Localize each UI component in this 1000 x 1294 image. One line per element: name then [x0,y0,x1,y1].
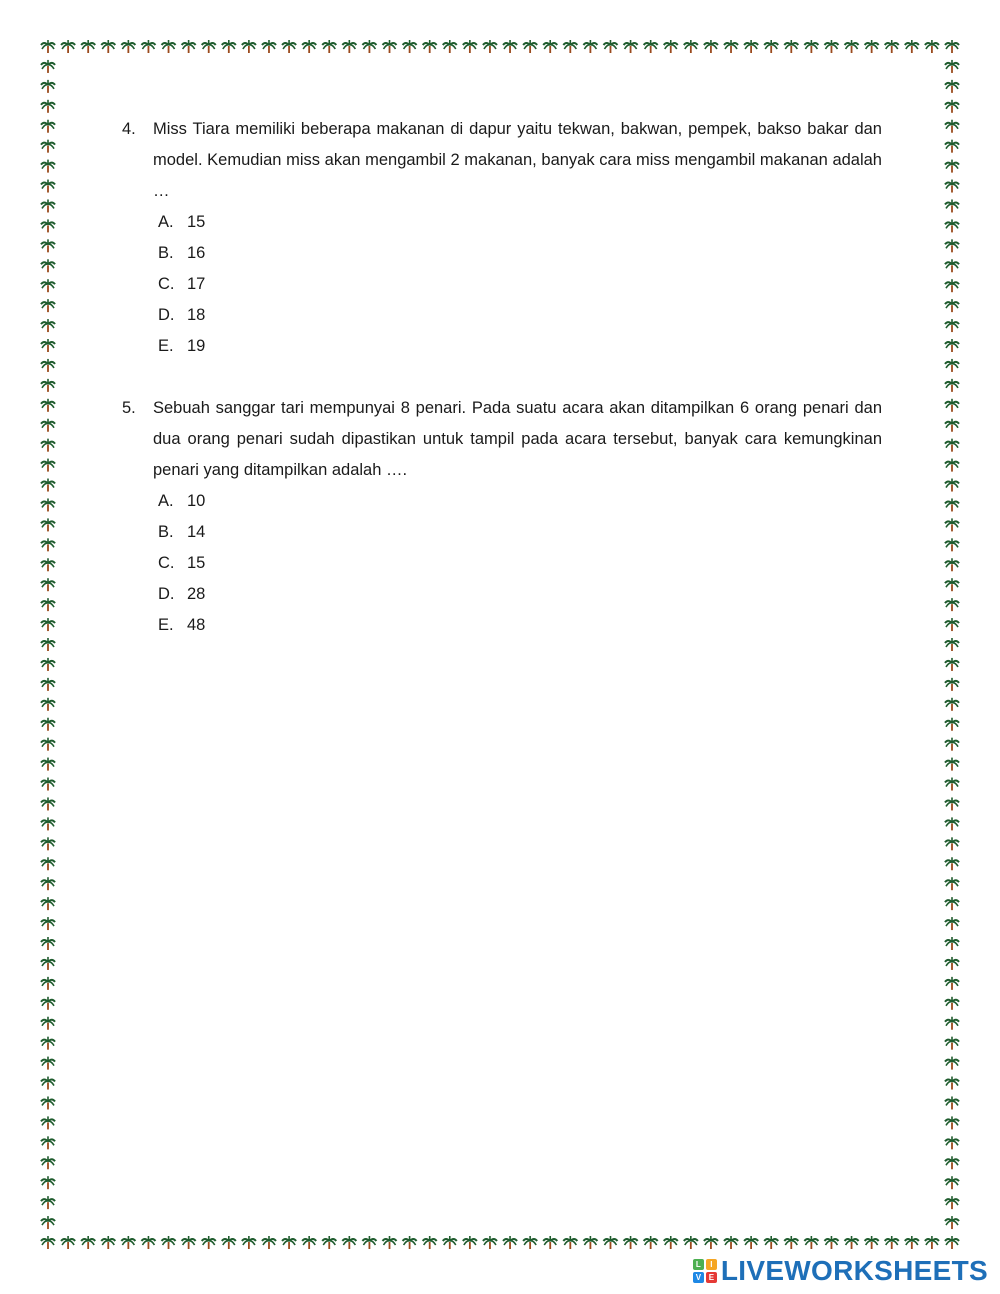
option-letter: D. [158,585,175,603]
palm-tree-icon [945,917,959,930]
option-letter: A. [158,492,174,510]
palm-tree-icon [41,459,55,472]
palm-tree-icon [141,40,155,53]
palm-tree-icon [945,140,959,153]
palm-tree-icon [824,40,838,53]
palm-tree-icon [945,598,959,611]
palm-tree-icon [443,40,457,53]
palm-tree-icon [644,1236,658,1249]
palm-tree-icon [925,40,939,53]
palm-tree-icon [824,1236,838,1249]
option-b[interactable] [158,517,882,548]
palm-tree-icon [443,1236,457,1249]
palm-tree-icon [945,1077,959,1090]
palm-tree-icon [945,1196,959,1209]
palm-tree-icon [945,837,959,850]
palm-tree-icon [41,120,55,133]
option-letter: C. [158,275,175,293]
palm-tree-icon [945,817,959,830]
palm-tree-icon [784,40,798,53]
palm-tree-icon [41,957,55,970]
palm-tree-icon [41,857,55,870]
palm-tree-icon [383,40,397,53]
palm-tree-icon [945,957,959,970]
palm-tree-icon [162,1236,176,1249]
option-d[interactable] [158,300,882,331]
palm-tree-icon [41,140,55,153]
palm-tree-icon [905,1236,919,1249]
palm-tree-icon [41,100,55,113]
option-e[interactable] [158,331,882,362]
option-c[interactable] [158,269,882,300]
palm-tree-icon [242,40,256,53]
palm-tree-icon [724,1236,738,1249]
palm-tree-icon [543,40,557,53]
palm-tree-icon [262,1236,276,1249]
palm-tree-icon [483,40,497,53]
palm-tree-icon [41,498,55,511]
palm-tree-icon [41,80,55,93]
palm-tree-icon [41,1196,55,1209]
palm-tree-icon [362,1236,376,1249]
palm-tree-icon [403,40,417,53]
palm-tree-icon [41,1236,55,1249]
palm-tree-icon [81,1236,95,1249]
palm-tree-icon [624,40,638,53]
palm-tree-icon [945,299,959,312]
palm-tree-icon [362,40,376,53]
palm-tree-icon [41,419,55,432]
palm-tree-icon [262,40,276,53]
palm-tree-icon [41,1077,55,1090]
palm-tree-icon [543,1236,557,1249]
palm-tree-icon [383,1236,397,1249]
palm-tree-icon [945,1116,959,1129]
option-a[interactable] [158,486,882,517]
palm-tree-icon [945,1176,959,1189]
palm-tree-icon [41,638,55,651]
palm-tree-icon [563,1236,577,1249]
palm-tree-icon [945,738,959,751]
logo-tile: V [693,1272,704,1283]
palm-tree-icon [41,439,55,452]
palm-tree-icon [41,837,55,850]
palm-tree-icon [945,698,959,711]
palm-tree-icon [945,498,959,511]
option-e[interactable] [158,610,882,641]
palm-tree-icon [121,1236,135,1249]
palm-tree-icon [945,120,959,133]
palm-tree-icon [845,1236,859,1249]
palm-tree-icon [945,578,959,591]
palm-tree-icon [945,479,959,492]
option-c[interactable] [158,548,882,579]
palm-tree-icon [764,1236,778,1249]
palm-tree-icon [945,758,959,771]
palm-tree-icon [945,1156,959,1169]
palm-tree-icon [624,1236,638,1249]
palm-tree-icon [41,738,55,751]
palm-tree-icon [41,558,55,571]
palm-tree-icon [644,40,658,53]
palm-tree-icon [945,199,959,212]
palm-tree-icon [744,1236,758,1249]
palm-tree-icon [202,40,216,53]
palm-tree-icon [704,1236,718,1249]
palm-tree-icon [41,578,55,591]
palm-tree-icon [563,40,577,53]
palm-tree-icon [342,40,356,53]
palm-tree-icon [503,40,517,53]
palm-tree-icon [41,199,55,212]
option-letter: C. [158,554,175,572]
palm-tree-icon [945,279,959,292]
palm-tree-icon [41,917,55,930]
option-a[interactable] [158,207,882,238]
palm-tree-icon [322,1236,336,1249]
palm-tree-icon [141,1236,155,1249]
option-value: 10 [187,492,206,510]
palm-tree-icon [101,40,115,53]
logo-tile: L [693,1259,704,1270]
palm-tree-icon [945,658,959,671]
palm-tree-icon [41,379,55,392]
palm-tree-icon [945,239,959,252]
option-letter: A. [158,213,174,231]
palm-tree-icon [945,60,959,73]
option-value: 14 [187,523,206,541]
option-letter: E. [158,616,174,634]
question-text: Sebuah sanggar tari mempunyai 8 penari. Pada suatu acara akan ditampilkan 6 orang penari dan dua orang penari sudah dipastikan untuk tampil pada acara tersebut, banyak cara kemungkinan penari yang ditampilkan adalah …. [153,399,882,479]
palm-tree-icon [41,598,55,611]
palm-tree-icon [945,518,959,531]
palm-tree-icon [41,658,55,671]
palm-tree-icon [322,40,336,53]
palm-tree-icon [342,1236,356,1249]
liveworksheets-logo[interactable] [693,1256,988,1286]
palm-tree-icon [885,40,899,53]
palm-tree-icon [945,977,959,990]
palm-tree-icon [182,40,196,53]
palm-tree-icon [704,40,718,53]
palm-tree-icon [41,538,55,551]
palm-tree-icon [945,419,959,432]
palm-tree-icon [945,718,959,731]
option-letter: B. [158,523,174,541]
palm-tree-icon [664,40,678,53]
logo-tile: E [706,1272,717,1283]
palm-tree-icon [423,1236,437,1249]
option-value: 18 [187,306,206,324]
palm-tree-icon [41,399,55,412]
palm-tree-icon [282,40,296,53]
palm-tree-icon [41,239,55,252]
palm-tree-icon [41,359,55,372]
option-value: 19 [187,337,206,355]
question-4 [122,114,882,362]
option-value: 16 [187,244,206,262]
palm-tree-icon [282,1236,296,1249]
palm-tree-icon [945,1096,959,1109]
palm-tree-icon [41,877,55,890]
palm-tree-icon [81,40,95,53]
palm-tree-icon [41,518,55,531]
palm-tree-icon [302,1236,316,1249]
palm-tree-icon [41,897,55,910]
palm-tree-icon [945,877,959,890]
palm-tree-icon [41,618,55,631]
palm-tree-icon [41,60,55,73]
palm-tree-icon [182,1236,196,1249]
palm-tree-icon [41,758,55,771]
option-value: 15 [187,554,206,572]
palm-tree-icon [41,1096,55,1109]
palm-tree-icon [945,40,959,53]
palm-tree-icon [724,40,738,53]
palm-tree-icon [403,1236,417,1249]
palm-tree-icon [41,977,55,990]
palm-tree-icon [945,1037,959,1050]
palm-tree-icon [945,160,959,173]
palm-tree-icon [845,40,859,53]
palm-tree-icon [463,1236,477,1249]
palm-tree-icon [945,937,959,950]
option-letter: B. [158,244,174,262]
palm-tree-icon [202,1236,216,1249]
option-letter: D. [158,306,175,324]
palm-tree-icon [945,259,959,272]
palm-tree-icon [41,718,55,731]
palm-tree-icon [222,40,236,53]
answer-options [122,486,882,641]
palm-tree-icon [523,40,537,53]
palm-tree-icon [162,40,176,53]
palm-tree-icon [945,638,959,651]
palm-tree-icon [664,1236,678,1249]
palm-tree-icon [945,857,959,870]
palm-tree-icon [41,219,55,232]
question-number: 4. [122,120,136,138]
palm-tree-icon [41,1216,55,1229]
palm-tree-icon [784,1236,798,1249]
question-number: 5. [122,399,136,417]
palm-tree-icon [41,778,55,791]
palm-tree-icon [222,1236,236,1249]
option-letter: E. [158,337,174,355]
palm-tree-icon [804,1236,818,1249]
answer-options [122,207,882,362]
palm-tree-icon [885,1236,899,1249]
question-text: Miss Tiara memiliki beberapa makanan di dapur yaitu tekwan, bakwan, pempek, bakso bakar dan model. Kemudian miss akan mengambil 2 makanan, banyak cara miss mengambil makanan adalah … [153,120,882,200]
palm-tree-icon [945,1136,959,1149]
palm-tree-icon [945,797,959,810]
palm-tree-icon [945,1236,959,1249]
palm-tree-icon [41,40,55,53]
palm-tree-icon [41,1136,55,1149]
palm-tree-icon [41,479,55,492]
logo-tile: I [706,1259,717,1270]
palm-tree-icon [41,160,55,173]
palm-tree-icon [865,1236,879,1249]
palm-tree-icon [41,180,55,193]
palm-tree-icon [744,40,758,53]
palm-tree-icon [41,817,55,830]
palm-tree-icon [583,1236,597,1249]
palm-tree-icon [41,937,55,950]
palm-tree-icon [41,299,55,312]
palm-tree-icon [41,1017,55,1030]
logo-text: LIVEWORKSHEETS [720,1255,988,1286]
option-value: 48 [187,616,206,634]
palm-tree-icon [945,538,959,551]
option-b[interactable] [158,238,882,269]
palm-tree-icon [945,319,959,332]
palm-tree-icon [684,1236,698,1249]
option-d[interactable] [158,579,882,610]
palm-tree-icon [945,379,959,392]
palm-tree-icon [483,1236,497,1249]
palm-tree-icon [423,40,437,53]
palm-tree-icon [945,180,959,193]
palm-tree-icon [603,40,617,53]
palm-tree-icon [463,40,477,53]
palm-tree-icon [503,1236,517,1249]
palm-tree-icon [101,1236,115,1249]
palm-tree-icon [41,319,55,332]
palm-tree-icon [41,279,55,292]
palm-tree-icon [603,1236,617,1249]
palm-tree-icon [41,1057,55,1070]
palm-tree-icon [945,1017,959,1030]
palm-tree-icon [945,897,959,910]
palm-tree-icon [41,339,55,352]
palm-tree-icon [41,1176,55,1189]
palm-tree-icon [41,678,55,691]
palm-tree-icon [41,997,55,1010]
palm-tree-icon [41,259,55,272]
palm-tree-icon [764,40,778,53]
palm-tree-icon [41,1156,55,1169]
palm-tree-icon [945,1057,959,1070]
palm-tree-icon [41,698,55,711]
palm-tree-icon [523,1236,537,1249]
palm-tree-icon [945,1216,959,1229]
palm-tree-icon [61,40,75,53]
palm-tree-icon [804,40,818,53]
palm-tree-icon [945,339,959,352]
palm-tree-icon [945,219,959,232]
palm-tree-icon [925,1236,939,1249]
palm-tree-icon [945,558,959,571]
palm-tree-icon [41,797,55,810]
palm-tree-icon [684,40,698,53]
palm-tree-icon [945,399,959,412]
palm-tree-icon [121,40,135,53]
palm-tree-icon [945,459,959,472]
palm-tree-icon [945,997,959,1010]
palm-tree-icon [945,80,959,93]
option-value: 15 [187,213,206,231]
palm-tree-icon [945,778,959,791]
palm-tree-icon [61,1236,75,1249]
palm-tree-icon [945,100,959,113]
palm-tree-icon [41,1037,55,1050]
palm-tree-icon [41,1116,55,1129]
palm-tree-icon [583,40,597,53]
palm-tree-icon [945,678,959,691]
palm-tree-icon [865,40,879,53]
palm-tree-icon [945,618,959,631]
question-5 [122,393,882,641]
option-value: 28 [187,585,206,603]
palm-tree-icon [242,1236,256,1249]
palm-tree-icon [905,40,919,53]
option-value: 17 [187,275,206,293]
palm-tree-icon [302,40,316,53]
palm-tree-icon [945,359,959,372]
palm-tree-icon [945,439,959,452]
logo-tiles-icon [693,1259,717,1283]
